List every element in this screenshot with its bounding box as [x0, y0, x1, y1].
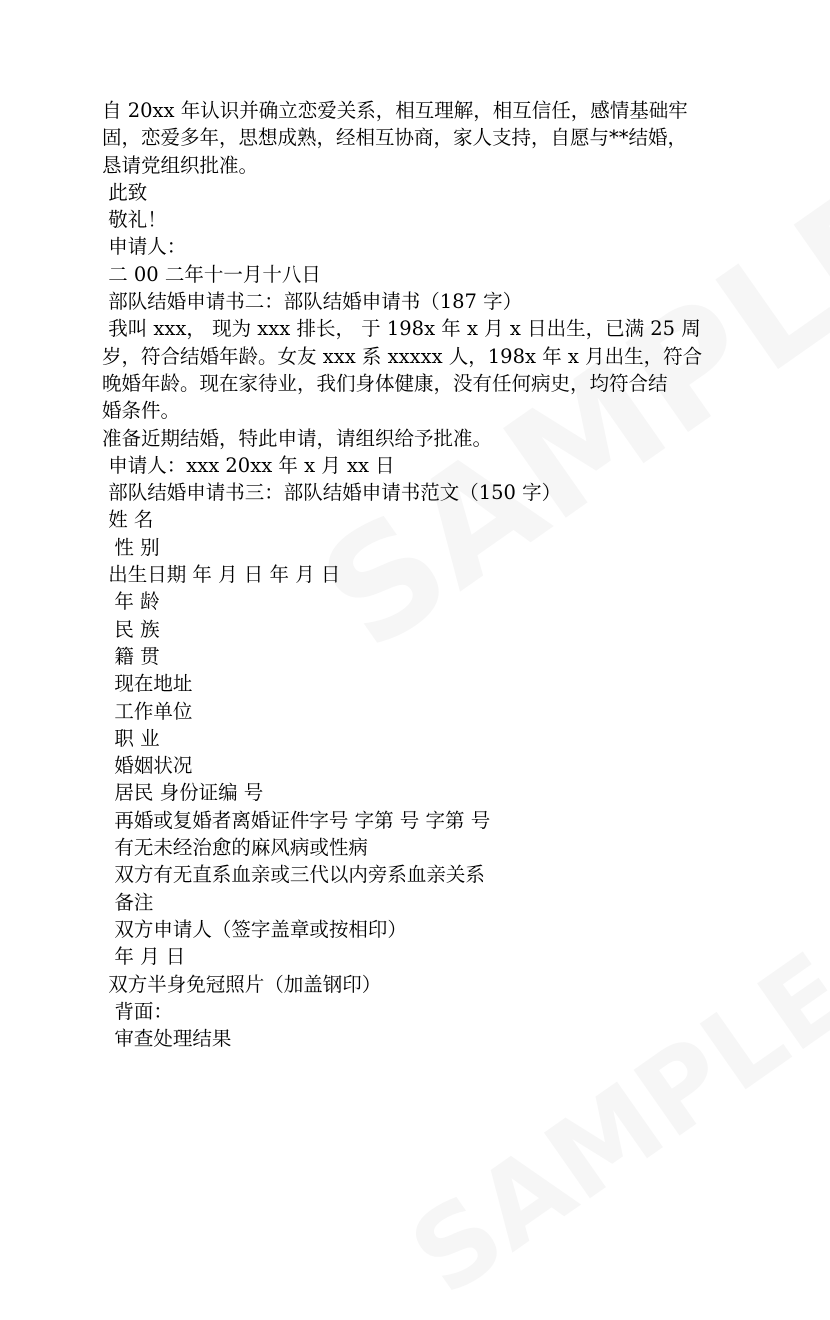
form-field-signatures: 双方申请人（签字盖章或按相印）	[102, 917, 407, 941]
form-field-divorce-certificate: 再婚或复婚者离婚证件字号 字第 号 字第 号	[102, 808, 491, 832]
text-line: 固，恋爱多年，思想成熟，经相互协商，家人支持，自愿与**结婚，	[102, 126, 688, 150]
form-field-blood-relation: 双方有无直系血亲或三代以内旁系血亲关系	[102, 863, 485, 887]
form-field-age: 年 龄	[102, 590, 160, 614]
form-field-photos: 双方半身免冠照片（加盖钢印）	[102, 972, 382, 996]
section-heading-2: 部队结婚申请书二：部队结婚申请书（187 字）	[102, 290, 523, 314]
form-field-back-side: 背面：	[102, 999, 173, 1023]
text-line: 自 20xx 年认识并确立恋爱关系，相互理解，相互信任，感情基础牢	[102, 99, 688, 122]
closing-salutation: 此致	[102, 180, 148, 204]
form-field-native-place: 籍 贯	[102, 644, 160, 668]
applicant-signature-line: 申请人：xxx 20xx 年 x 月 xx 日	[102, 453, 395, 477]
document-body	[102, 97, 730, 1052]
form-field-birthdate: 出生日期 年 月 日 年 月 日	[102, 563, 341, 587]
form-field-review-result: 审查处理结果	[102, 1027, 232, 1051]
applicant-label: 申请人：	[102, 235, 187, 259]
text-line: 晚婚年龄。现在家待业，我们身体健康，没有任何病史，均符合结	[102, 371, 668, 395]
form-field-workplace: 工作单位	[102, 699, 193, 723]
form-field-ethnicity: 民 族	[102, 617, 160, 641]
text-line: 准备近期结婚，特此申请，请组织给予批准。	[102, 426, 493, 450]
closing-respect: 敬礼！	[102, 208, 167, 232]
form-field-occupation: 职 业	[102, 726, 160, 750]
date-line: 二 00 二年十一月十八日	[102, 262, 321, 286]
form-field-name: 姓 名	[102, 508, 154, 532]
form-field-id-number: 居民 身份证编 号	[102, 781, 264, 805]
form-field-disease: 有无未经治愈的麻风病或性病	[102, 836, 368, 860]
text-line: 恳请党组织批准。	[102, 153, 259, 177]
form-field-gender: 性 别	[102, 535, 160, 559]
section-heading-3: 部队结婚申请书三：部队结婚申请书范文（150 字）	[102, 481, 562, 505]
form-field-marital-status: 婚姻状况	[102, 754, 193, 778]
text-line: 婚条件。	[102, 399, 181, 423]
form-field-date: 年 月 日	[102, 945, 186, 969]
form-field-remarks: 备注	[102, 890, 154, 914]
form-field-address: 现在地址	[102, 672, 193, 696]
text-line: 岁，符合结婚年龄。女友 xxx 系 xxxxx 人，198x 年 x 月出生，符合	[102, 344, 703, 368]
text-line: 我叫 xxx， 现为 xxx 排长， 于 198x 年 x 月 x 日出生，已满 25 周	[102, 317, 701, 341]
